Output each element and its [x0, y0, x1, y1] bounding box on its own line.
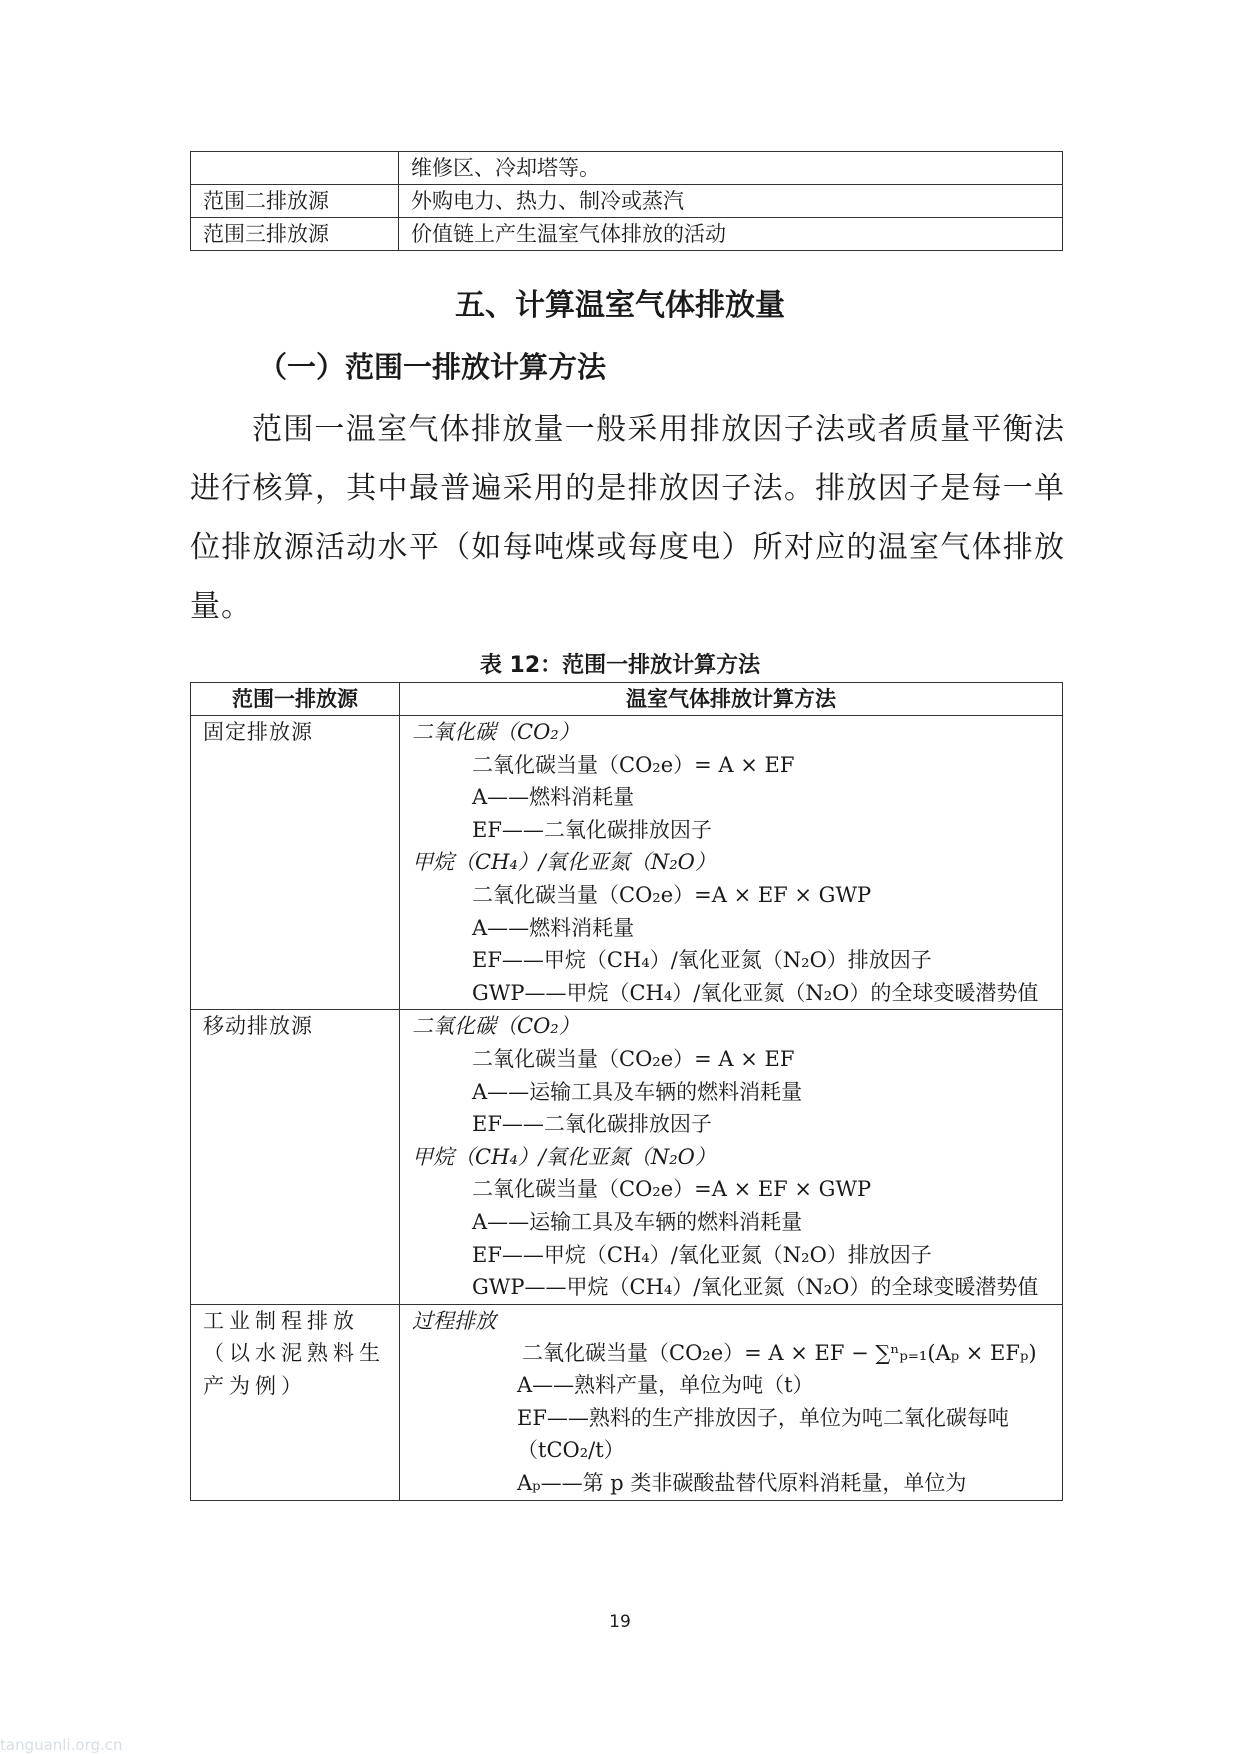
definition-line: GWP——甲烷（CH₄）/氧化亚氮（N₂O）的全球变暖潜势值 [472, 980, 1039, 1005]
scope-cell [191, 152, 399, 185]
definition-line: A——燃料消耗量 [472, 785, 635, 810]
formula-line: 二氧化碳当量（CO₂e）= A × EF − ∑ⁿₚ₌₁(Aₚ × EFₚ) [522, 1341, 1037, 1366]
table-row [191, 1304, 1063, 1500]
method-cell [400, 716, 1063, 1010]
method-cell [400, 1010, 1063, 1304]
column-header-source: 范围一排放源 [191, 683, 400, 716]
section-title: 五、计算温室气体排放量 [455, 288, 785, 323]
table-row [191, 185, 1063, 218]
source-cell: 工业制程排放（以水泥熟料生产为例） [191, 1304, 400, 1500]
scope1-method-table [190, 682, 1063, 1501]
formula-line: 二氧化碳当量（CO₂e）=A × EF × GWP [472, 882, 872, 907]
table-row [191, 1010, 1063, 1304]
column-header-method: 温室气体排放计算方法 [400, 683, 1063, 716]
gas-heading: 甲烷（CH₄）/氧化亚氮（N₂O） [412, 850, 716, 875]
gas-heading: 二氧化碳（CO₂） [412, 1014, 580, 1039]
subsection-title: （一）范围一排放计算方法 [258, 350, 607, 384]
definition-line: A——熟料产量，单位为吨（t） [517, 1373, 814, 1398]
scope-cell: 范围三排放源 [191, 218, 399, 251]
definition-line: EF——甲烷（CH₄）/氧化亚氮（N₂O）排放因子 [472, 1242, 932, 1267]
source-cell: 移动排放源 [191, 1010, 400, 1304]
source-cell: 固定排放源 [191, 716, 400, 1010]
process-heading: 过程排放 [412, 1308, 496, 1333]
emission-scope-table [190, 151, 1063, 251]
gas-heading: 甲烷（CH₄）/氧化亚氮（N₂O） [412, 1144, 716, 1169]
table-header-row [191, 683, 1063, 716]
definition-line: EF——熟料的生产排放因子，单位为吨二氧化碳每吨（tCO₂/t） [517, 1405, 1009, 1463]
formula-line: 二氧化碳当量（CO₂e）= A × EF [472, 752, 795, 777]
definition-line: EF——二氧化碳排放因子 [472, 817, 712, 842]
definition-line: EF——二氧化碳排放因子 [472, 1112, 712, 1137]
table-caption: 表 12：范围一排放计算方法 [479, 653, 761, 678]
formula-line: 二氧化碳当量（CO₂e）= A × EF [472, 1046, 795, 1071]
definition-line: Aₚ——第 p 类非碳酸盐替代原料消耗量，单位为 [517, 1471, 967, 1496]
table-row [191, 152, 1063, 185]
method-cell [400, 1304, 1063, 1500]
gas-heading: 二氧化碳（CO₂） [412, 720, 580, 744]
definition-line: GWP——甲烷（CH₄）/氧化亚氮（N₂O）的全球变暖潜势值 [472, 1275, 1039, 1300]
desc-cell: 维修区、冷却塔等。 [399, 152, 1063, 185]
formula-line: 二氧化碳当量（CO₂e）=A × EF × GWP [472, 1177, 872, 1202]
table-row [191, 218, 1063, 251]
page-number: 19 [609, 1612, 631, 1632]
definition-line: A——运输工具及车辆的燃料消耗量 [472, 1209, 803, 1234]
table-row [191, 716, 1063, 1010]
watermark: tanguanli.org.cn [0, 1736, 123, 1754]
body-paragraph: 范围一温室气体排放量一般采用排放因子法或者质量平衡法进行核算，其中最普遍采用的是排放因子法。排放因子是每一单位排放源活动水平（如每吨煤或每度电）所对应的温室气体排放量。 [190, 412, 1065, 624]
scope-cell: 范围二排放源 [191, 185, 399, 218]
definition-line: A——运输工具及车辆的燃料消耗量 [472, 1079, 803, 1104]
desc-cell: 外购电力、热力、制冷或蒸汽 [399, 185, 1063, 218]
definition-line: A——燃料消耗量 [472, 915, 635, 940]
definition-line: EF——甲烷（CH₄）/氧化亚氮（N₂O）排放因子 [472, 948, 932, 973]
desc-cell: 价值链上产生温室气体排放的活动 [399, 218, 1063, 251]
